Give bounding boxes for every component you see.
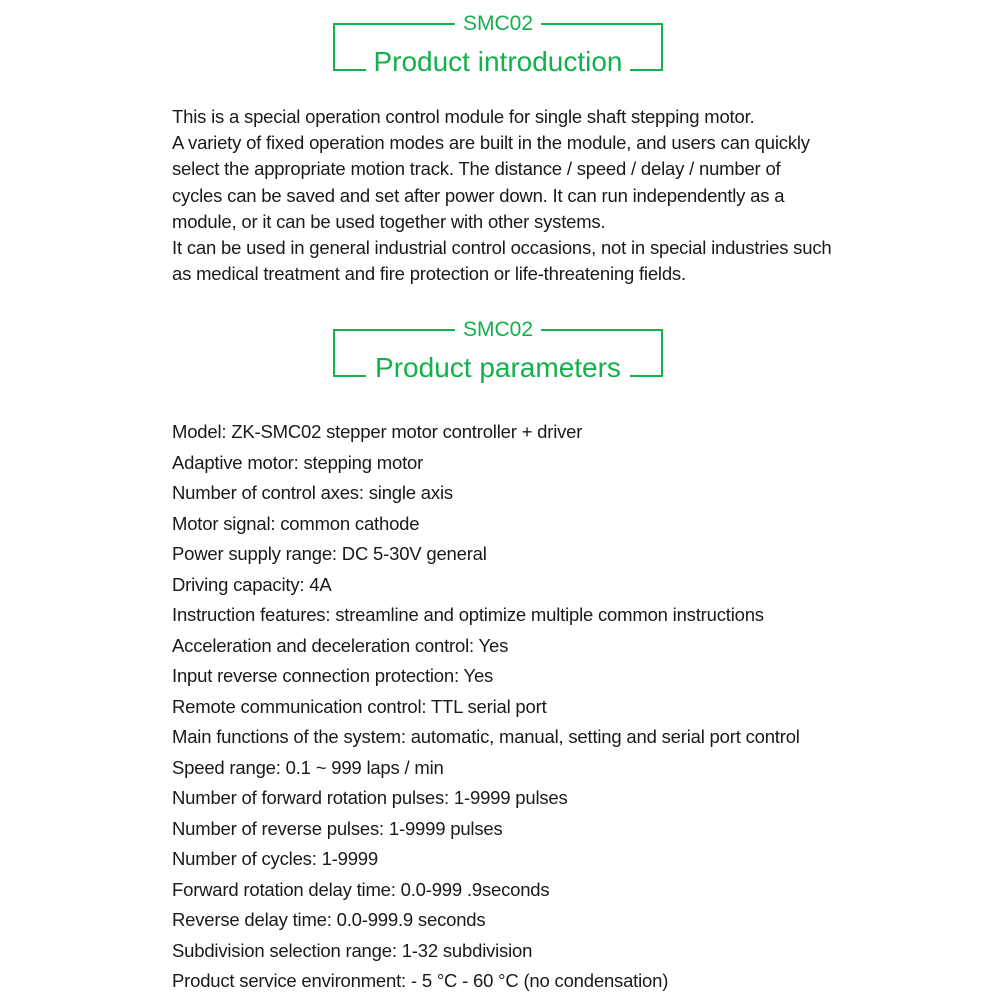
param-item: Driving capacity: 4A xyxy=(172,573,332,595)
intro-paragraph: This is a special operation control module for single shaft stepping motor. xyxy=(172,106,755,127)
param-item: Remote communication control: TTL serial port xyxy=(172,695,547,717)
param-item: Number of cycles: 1-9999 xyxy=(172,848,378,869)
intro-paragraph: It can be used in general industrial control occasions, not in special industries such as medical treatment and fire protection or life-threatening fields. xyxy=(172,237,832,285)
param-item: Number of control axes: single axis xyxy=(172,482,453,503)
param-item: Instruction features: streamline and optimize multiple common instructions xyxy=(172,604,764,625)
param-item: Number of forward rotation pulses: 1-9999 pulses xyxy=(172,787,568,808)
intro-model-tag: SMC02 xyxy=(332,12,664,36)
param-item: Model: ZK-SMC02 stepper motor controller + driver xyxy=(172,421,583,442)
params-model-tag: SMC02 xyxy=(332,318,664,342)
param-item: Product service environment: - 5 °C - 60 °C (no condensation) xyxy=(172,970,669,991)
intro-section-header xyxy=(332,12,664,77)
intro-text xyxy=(172,104,832,287)
params-section-header xyxy=(332,318,664,383)
param-item: Forward rotation delay time: 0.0-999 .9seconds xyxy=(172,878,550,900)
param-item: Reverse delay time: 0.0-999.9 seconds xyxy=(172,909,486,930)
param-item: Motor signal: common cathode xyxy=(172,512,420,534)
param-item: Subdivision selection range: 1-32 subdivision xyxy=(172,939,533,961)
param-item: Speed range: 0.1 ~ 999 laps / min xyxy=(172,756,444,778)
param-item: Main functions of the system: automatic, manual, setting and serial port control xyxy=(172,726,800,747)
param-item: Number of reverse pulses: 1-9999 pulses xyxy=(172,817,503,839)
param-item: Input reverse connection protection: Yes xyxy=(172,665,494,686)
param-item: Power supply range: DC 5-30V general xyxy=(172,543,487,564)
param-item: Adaptive motor: stepping motor xyxy=(172,451,424,473)
intro-section-title: Product introduction xyxy=(332,46,664,78)
param-item: Acceleration and deceleration control: Yes xyxy=(172,634,509,656)
params-section-title: Product parameters xyxy=(332,352,664,384)
params-list xyxy=(172,417,872,997)
intro-paragraph: A variety of fixed operation modes are built in the module, and users can quickly select the appropriate motion track. The distance / speed / delay / number of cycles can be saved and set after power down. It can run independently as a module, or it can be used together with other systems. xyxy=(172,132,810,232)
